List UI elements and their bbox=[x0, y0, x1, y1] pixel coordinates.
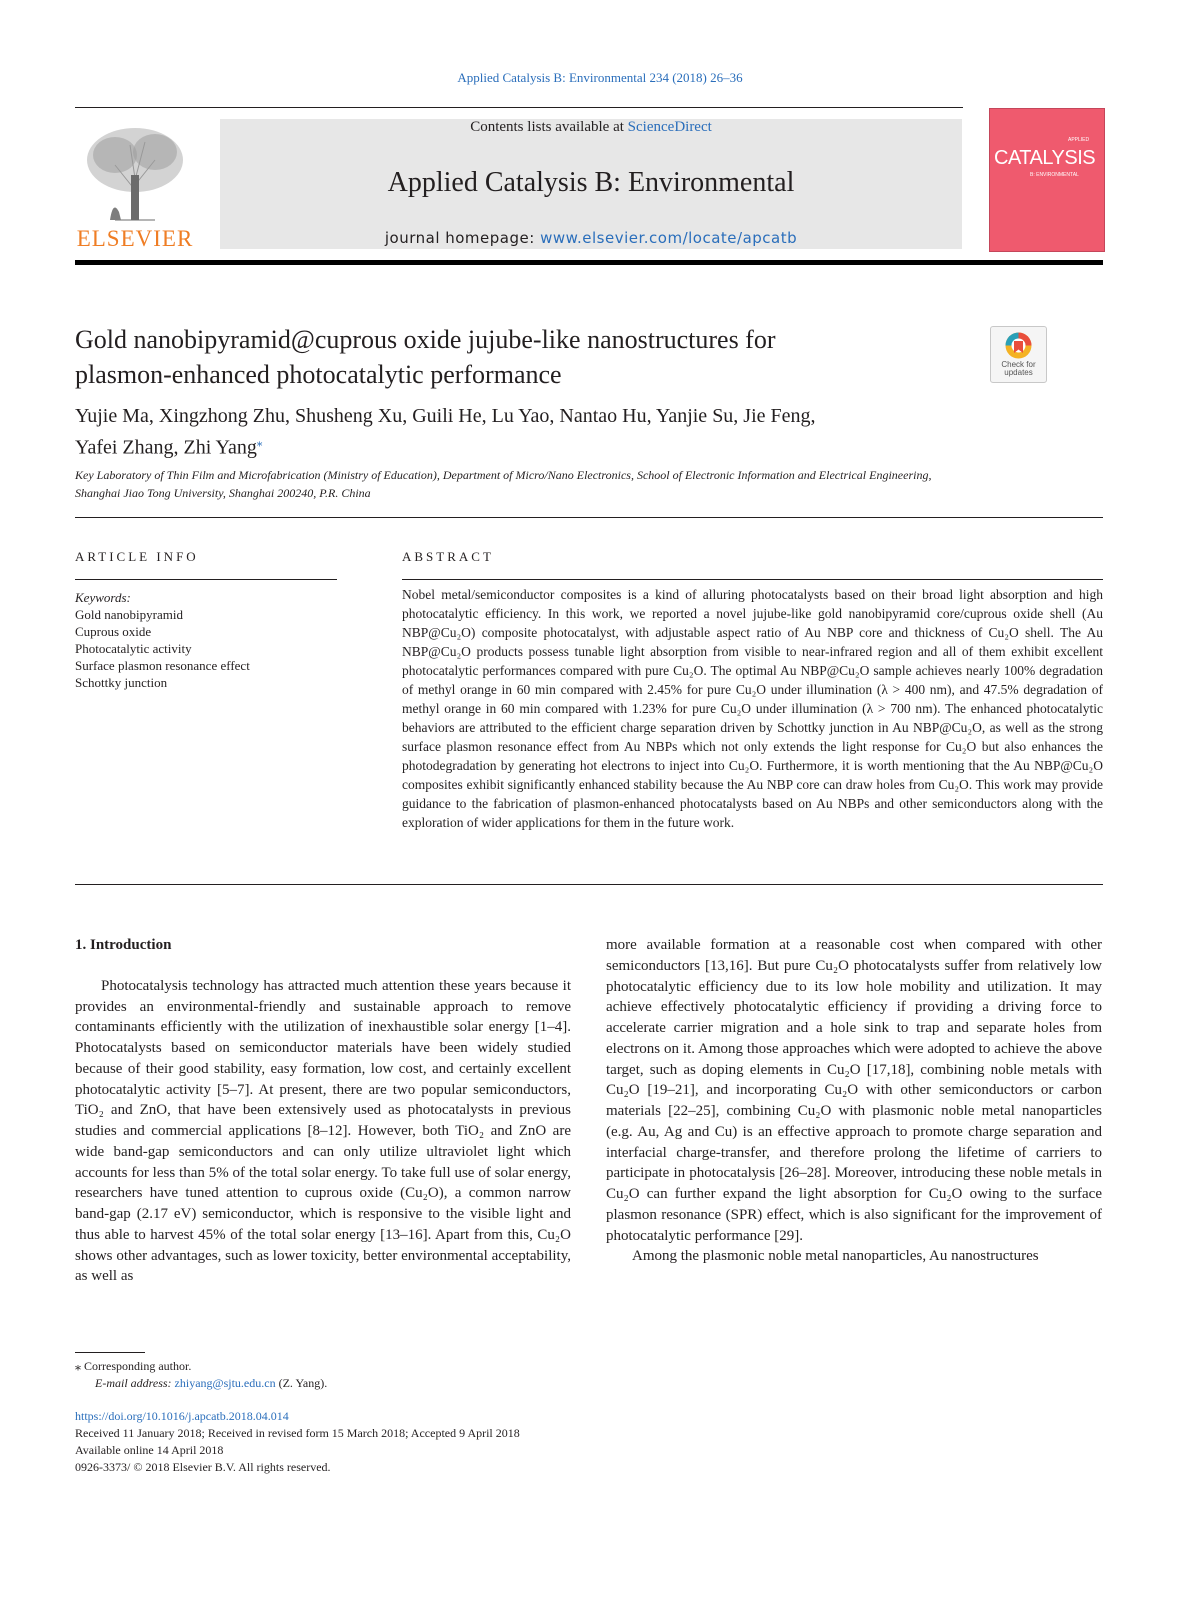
introduction-heading: 1. Introduction bbox=[75, 937, 172, 953]
sciencedirect-link[interactable]: ScienceDirect bbox=[627, 119, 712, 135]
check-for-updates-badge[interactable] bbox=[990, 326, 1047, 383]
intro-paragraph-2: Among the plasmonic noble metal nanoparticles, Au nanostructures bbox=[632, 1248, 1039, 1265]
authors-line-2: Yafei Zhang, Zhi Yang bbox=[75, 436, 257, 459]
authors-line-1: Yujie Ma, Xingzhong Zhu, Shusheng Xu, Guili He, Lu Yao, Nantao Hu, Yanjie Su, Jie Feng, bbox=[75, 405, 816, 427]
title-line-2: plasmon-enhanced photocatalytic performance bbox=[75, 360, 562, 389]
email-line bbox=[75, 1375, 675, 1392]
intro-paragraph-1: Photocatalysis technology has attracted much attention these years because it provides an environmental-friendly and sustainable approach to remove contaminants efficiently with the utilization of inexhaustible solar energy [1–4]. Photocatalysts based on semiconductor materials have been widely studied because of their good stability, easy formation, low cost, and certainly excellent photocatalytic activity [5–7]. At present, there are two popular semiconductors, TiO₂ and ZnO, that have been extensively used as photocatalysts in previous studies and commercial applications [8–12]. However, both TiO₂ and ZnO are wide band-gap semiconductors and can only utilize ultraviolet light which accounts for less than 5% of the total solar energy. To take full use of solar energy, researchers have tuned attention to cuprous oxide (Cu₂O), a common narrow band-gap (2.17 eV) semiconductor, which is responsive to the visible light and thus able to harvest 45% of the total solar energy [13–16]. Apart from this, Cu₂O shows other advantages, such as lower toxicity, better environmental acceptability, as well as bbox=[75, 977, 571, 1285]
corresponding-author-mark[interactable]: ⁎ bbox=[256, 437, 263, 449]
corresponding-footnote bbox=[75, 1358, 675, 1392]
keywords-block bbox=[75, 589, 337, 691]
masthead-thick-rule bbox=[75, 260, 1103, 265]
corresponding-line bbox=[75, 1358, 675, 1375]
cover-title: CATALYSIS bbox=[994, 147, 1096, 169]
header-rule bbox=[75, 107, 963, 108]
abstract-text: Nobel metal/semiconductor composites is a kind of alluring photocatalysts based on their broad light absorption and high photocatalytic efficiency. In this work, we reported a novel jujube-like gold nanobipyramid core/cuprous oxide shell (Au NBP@Cu₂O) composite photocatalyst, with adjustable aspect ratio of Au NBP core and thickness of Cu₂O shell. The Au NBP@Cu₂O products possess tunable light absorption from visible to near-infrared region and all of them exhibit excellent photocatalytic performances compared with pure Cu₂O. The optimal Au NBP@Cu₂O sample achieves nearly 100% degradation of methyl orange in 60 min compared with 2.45% for pure Cu₂O under illumination (λ > 400 nm), and 47.5% degradation of methyl orange in 60 min compared with 1.23% for pure Cu₂O under illumination (λ > 700 nm). The enhanced photocatalytic behaviors are attributed to the efficient charge separation driven by Schottky junction in Au NBP@Cu₂O, as well as the strong surface plasmon resonance effect from Au NBPs which not only extends the light response for Cu₂O but also enhances the photodegradation by generating hot electrons to inject into Cu₂O. Furthermore, it is worth mentioning that the Au NBP@Cu₂O composites exhibit significantly enhanced stability because the Au NBP core can draw holes from Cu₂O. This work may provide guidance to the fabrication of plasmon-enhanced photocatalysts based on Au NBPs and other semiconductors along with the exploration of wider applications for them in the future work. bbox=[402, 587, 1103, 830]
abstract-heading: ABSTRACT bbox=[402, 549, 494, 564]
doi-link[interactable]: https://doi.org/10.1016/j.apcatb.2018.04.014 bbox=[75, 1409, 289, 1423]
email-label: E-mail address: bbox=[95, 1376, 172, 1390]
received-dates: Received 11 January 2018; Received in revised form 15 March 2018; Accepted 9 April 2018 bbox=[75, 1426, 520, 1440]
abstract-rule bbox=[402, 579, 1103, 580]
running-head[interactable]: Applied Catalysis B: Environmental 234 (2018) 26–36 bbox=[457, 70, 743, 85]
body-column-right bbox=[606, 935, 1102, 1267]
footnote-mark: ⁎ bbox=[75, 1359, 81, 1373]
journal-name: Applied Catalysis B: Environmental bbox=[387, 167, 795, 198]
article-info-heading: ARTICLE INFO bbox=[75, 549, 199, 564]
homepage-line bbox=[220, 229, 962, 247]
badge-label: Check for updates bbox=[1001, 360, 1036, 377]
keyword-item: Gold nanobipyramid bbox=[75, 607, 183, 622]
keyword-item: Schottky junction bbox=[75, 675, 168, 690]
article-title bbox=[75, 322, 955, 392]
keyword-item: Photocatalytic activity bbox=[75, 641, 192, 656]
affiliation-rule bbox=[75, 517, 1103, 518]
contents-prefix: Contents lists available at bbox=[470, 119, 628, 135]
article-info-rule bbox=[75, 579, 337, 580]
elsevier-wordmark: ELSEVIER bbox=[76, 226, 194, 251]
journal-masthead bbox=[220, 119, 962, 249]
email-suffix: (Z. Yang). bbox=[275, 1376, 328, 1390]
homepage-prefix: journal homepage: bbox=[384, 229, 541, 247]
keywords-label: Keywords: bbox=[75, 590, 131, 605]
contents-line bbox=[220, 119, 962, 136]
publication-info bbox=[75, 1408, 775, 1476]
abstract-end-rule bbox=[75, 884, 1103, 885]
author-list bbox=[75, 403, 975, 462]
keyword-item: Surface plasmon resonance effect bbox=[75, 658, 250, 673]
affiliation: Key Laboratory of Thin Film and Microfabrication (Ministry of Education), Department of Micro/Nano Electronics, School of Electronic Information and Electrical Engineering, Shanghai Jiao Tong University, Shanghai 200240, P.R. China bbox=[75, 468, 932, 500]
cover-subtitle: B: ENVIRONMENTAL bbox=[1030, 172, 1079, 178]
keyword-item: Cuprous oxide bbox=[75, 624, 152, 639]
email-link[interactable]: zhiyang@sjtu.edu.cn bbox=[174, 1376, 276, 1390]
intro-paragraph-continued: more available formation at a reasonable cost when compared with other semiconductors [13,16]. But pure Cu₂O photocatalysts suffer from relatively low photocatalytic efficiency due to its low hole mobility and utilization. It may achieve effectively photocatalytic efficiency if providing a driving force to accelerate carrier migration and a hole sink to trap and separate holes from electrons on it. Among those approaches which were adopted to achieve the above target, such as doping elements in Cu₂O [17,18], combining noble metals with Cu₂O [19–21], and incorporating Cu₂O with other semiconductors or carbon materials [22–25], combining Cu₂O with plasmonic noble metal nanoparticles (e.g. Au, Ag and Cu) is an effective approach to promote charge separation and interfacial charge-transfer, and therefore prolong the lifetime of carriers to participate in photocatalysis [26–28]. Moreover, introducing these noble metals in Cu₂O can further expand the light absorption for Cu₂O owing to the surface plasmon resonance (SPR) effect, which is also significant for the improvement of photocatalytic performance [29]. bbox=[606, 937, 1102, 1244]
update-ribbon-icon bbox=[1004, 331, 1033, 360]
corresponding-label: Corresponding author. bbox=[84, 1359, 192, 1373]
journal-cover-thumbnail[interactable] bbox=[989, 108, 1105, 252]
available-online: Available online 14 April 2018 bbox=[75, 1443, 224, 1457]
copyright: 0926-3373/ © 2018 Elsevier B.V. All rights reserved. bbox=[75, 1460, 331, 1474]
title-line-1: Gold nanobipyramid@cuprous oxide jujube-like nanostructures for bbox=[75, 325, 776, 354]
body-column-left bbox=[75, 935, 571, 1287]
cover-label-top: APPLIED bbox=[1068, 137, 1090, 143]
homepage-link[interactable]: www.elsevier.com/locate/apcatb bbox=[540, 229, 798, 247]
footnote-rule bbox=[75, 1352, 145, 1353]
authors-line-2-wrap bbox=[75, 430, 975, 462]
